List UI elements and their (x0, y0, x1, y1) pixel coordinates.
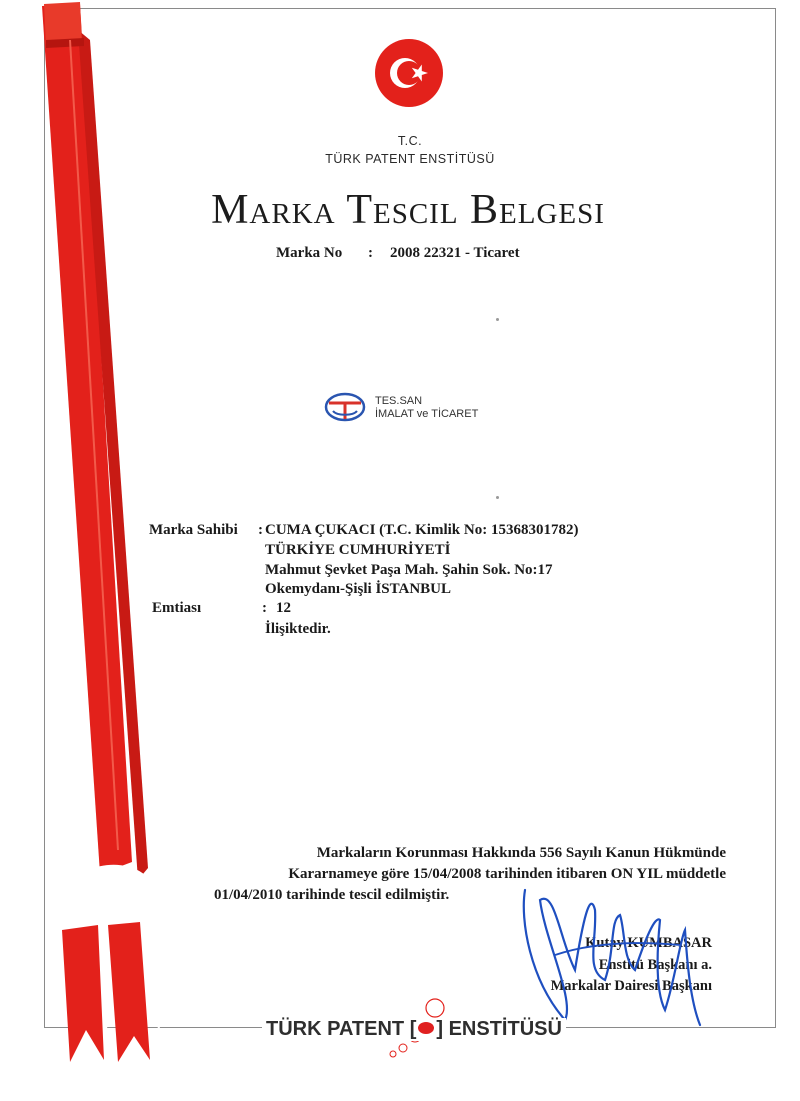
owner-country: TÜRKİYE CUMHURİYETİ (265, 542, 451, 558)
footer-left: TÜRK PATENT [ (266, 1018, 417, 1040)
institute-name: TÜRK PATENT ENSTİTÜSÜ (325, 152, 495, 166)
red-dot-icon (418, 1022, 434, 1034)
tc-line: T.C. (397, 134, 423, 148)
goods-separator: : (262, 600, 267, 616)
marka-no-value: 2008 22321 - Ticaret (390, 245, 520, 261)
logo-text (375, 395, 478, 421)
registration-statement (216, 843, 726, 906)
logo-line-2: İMALAT ve TİCARET (375, 408, 479, 420)
marka-no-separator: : (368, 245, 373, 261)
owner-label (149, 522, 238, 539)
owner-name: CUMA ÇUKACI (T.C. Kimlik No: 15368301782) (265, 522, 579, 538)
page-title: Marka Tescil Belgesi (211, 187, 605, 233)
speck (496, 496, 499, 499)
speck (496, 318, 499, 321)
logo-line-1: TES.SAN (375, 395, 423, 407)
goods-value: 12 (276, 600, 291, 616)
marka-no-label: Marka No (276, 245, 343, 261)
goods-label: Emtiası (152, 600, 202, 616)
statement-line-2: Kararnameye göre 15/04/2008 tarihinden itibaren ON YIL müddetle (288, 866, 726, 882)
signatory-title-2: Markalar Dairesi Başkanı (550, 978, 712, 994)
crescent-star-icon (374, 38, 444, 108)
owner-separator: : (258, 522, 263, 538)
footer-right: ] ENSTİTÜSÜ (436, 1018, 562, 1040)
statement-line-1: Markaların Korunması Hakkında 556 Sayılı Kanun Hükmünde (316, 845, 726, 861)
marka-no-row (276, 245, 520, 262)
statement-line-3: 01/04/2010 tarihinde tescil edilmiştir. (214, 887, 450, 903)
footer-brand (262, 1018, 566, 1041)
owner-address-2: Okemydanı-Şişli İSTANBUL (265, 581, 452, 597)
owner-address-1: Mahmut Şevket Paşa Mah. Şahin Sok. No:17 (265, 562, 553, 578)
tessan-logo-icon (323, 392, 367, 422)
goods-note: İlişiktedir. (265, 621, 331, 637)
signatory-title-1: Enstitü Başkanı a. (598, 957, 712, 973)
owner-label-text: Marka Sahibi (149, 522, 238, 538)
signatory-name: Kutay KUMBASAR (585, 935, 712, 951)
